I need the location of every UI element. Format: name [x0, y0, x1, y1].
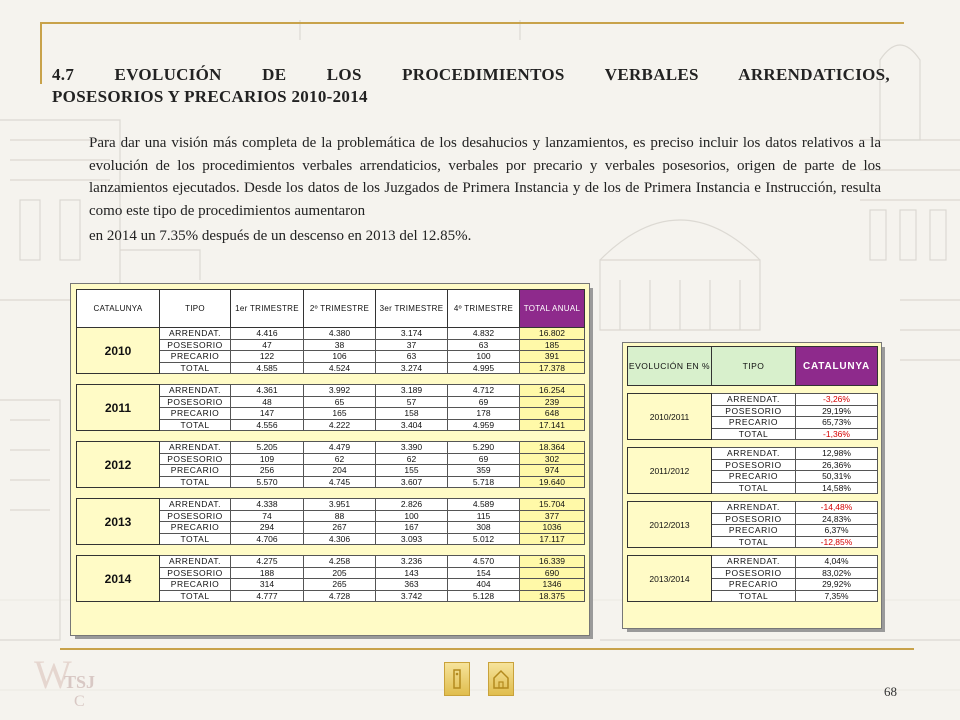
- section-heading: [52, 64, 890, 108]
- tipo-cell: POSESORIO: [160, 396, 231, 408]
- table-row: [77, 328, 585, 340]
- info-icon: [450, 668, 464, 690]
- q2-cell: 62: [304, 453, 376, 465]
- evolution-row: [628, 556, 878, 568]
- evolution-row: [628, 502, 878, 514]
- q4-cell: 5.290: [448, 442, 520, 454]
- header-total-anual: TOTAL ANUAL: [520, 290, 585, 328]
- tipo-cell: PRECARIO: [160, 465, 231, 477]
- q2-cell: 165: [304, 408, 376, 420]
- header-tipo: TIPO: [160, 290, 231, 328]
- header-evolucion: EVOLUCIÓN EN %: [628, 347, 712, 386]
- q3-cell: 3.404: [376, 419, 448, 431]
- frame-top-rule: [40, 22, 904, 24]
- q3-cell: 3.742: [376, 590, 448, 602]
- q4-cell: 69: [448, 396, 520, 408]
- q1-cell: 5.205: [231, 442, 304, 454]
- tipo-cell: TOTAL: [160, 533, 231, 545]
- evolution-tipo-cell: ARRENDAT.: [712, 556, 796, 568]
- total-anual-cell: 391: [520, 351, 585, 363]
- evolution-pct-cell: 4,04%: [796, 556, 878, 568]
- info-button[interactable]: [444, 662, 470, 696]
- year-label: 2010: [77, 328, 160, 374]
- table-row: [77, 499, 585, 511]
- paragraph-text: Para dar una visión más completa de la problemática de los desahucios y lanzamientos, es preciso incluir los datos relativos a la evolución de los procedimientos verbales arrendaticios, verbales por precario y verbales posesorios, origen de parte de los lanzamientos ejecutados. Desde los datos de los Juzgados de Primera Instancia y de los de Primera Instancia e Instrucción, resulta como este tipo de procedimientos aumentaron: [89, 135, 881, 219]
- total-anual-cell: 18.375: [520, 590, 585, 602]
- evolution-tipo-cell: PRECARIO: [712, 579, 796, 591]
- evolution-pct-cell: 65,73%: [796, 417, 878, 429]
- total-anual-cell: 974: [520, 465, 585, 477]
- evolution-tipo-cell: ARRENDAT.: [712, 448, 796, 460]
- period-label: 2010/2011: [628, 394, 712, 440]
- q4-cell: 115: [448, 510, 520, 522]
- evolution-pct-cell: 24,83%: [796, 513, 878, 525]
- q3-cell: 3.093: [376, 533, 448, 545]
- q4-cell: 4.589: [448, 499, 520, 511]
- evolution-pct-cell: -1,36%: [796, 428, 878, 440]
- q4-cell: 63: [448, 339, 520, 351]
- q2-cell: 265: [304, 579, 376, 591]
- q1-cell: 109: [231, 453, 304, 465]
- tipo-cell: PRECARIO: [160, 579, 231, 591]
- year-label: 2011: [77, 385, 160, 431]
- q3-cell: 2.826: [376, 499, 448, 511]
- q3-cell: 3.607: [376, 476, 448, 488]
- evolution-row: [628, 448, 878, 460]
- q3-cell: 57: [376, 396, 448, 408]
- table-header-row: [77, 290, 585, 328]
- q1-cell: 4.777: [231, 590, 304, 602]
- tsj-logo: [34, 650, 104, 710]
- q2-cell: 4.258: [304, 556, 376, 568]
- total-anual-cell: 16.802: [520, 328, 585, 340]
- q2-cell: 65: [304, 396, 376, 408]
- tipo-cell: ARRENDAT.: [160, 442, 231, 454]
- tipo-cell: ARRENDAT.: [160, 499, 231, 511]
- q2-cell: 4.306: [304, 533, 376, 545]
- q4-cell: 359: [448, 465, 520, 477]
- evolution-tipo-cell: POSESORIO: [712, 567, 796, 579]
- evolution-tipo-cell: TOTAL: [712, 590, 796, 602]
- evolution-pct-cell: 26,36%: [796, 459, 878, 471]
- q3-cell: 3.236: [376, 556, 448, 568]
- q3-cell: 100: [376, 510, 448, 522]
- table-row: [77, 556, 585, 568]
- heading-line-1: 4.7 EVOLUCIÓN DE LOS PROCEDIMIENTOS VERBALES ARRENDATICIOS,: [52, 65, 890, 84]
- q1-cell: 314: [231, 579, 304, 591]
- period-label: 2013/2014: [628, 556, 712, 602]
- tipo-cell: POSESORIO: [160, 510, 231, 522]
- tipo-cell: POSESORIO: [160, 453, 231, 465]
- q2-cell: 3.951: [304, 499, 376, 511]
- q4-cell: 4.570: [448, 556, 520, 568]
- evolution-pct-cell: -14,48%: [796, 502, 878, 514]
- frame-left-rule: [40, 22, 42, 84]
- q1-cell: 74: [231, 510, 304, 522]
- q3-cell: 3.274: [376, 362, 448, 374]
- evolution-tipo-cell: POSESORIO: [712, 459, 796, 471]
- q1-cell: 188: [231, 567, 304, 579]
- q2-cell: 88: [304, 510, 376, 522]
- q4-cell: 154: [448, 567, 520, 579]
- tipo-cell: PRECARIO: [160, 522, 231, 534]
- home-icon: [492, 668, 510, 690]
- evolution-pct-cell: 6,37%: [796, 525, 878, 537]
- evolution-percentage-table: [627, 346, 878, 602]
- q4-cell: 5.012: [448, 533, 520, 545]
- q2-cell: 205: [304, 567, 376, 579]
- total-anual-cell: 17.378: [520, 362, 585, 374]
- q1-cell: 4.338: [231, 499, 304, 511]
- q2-cell: 4.222: [304, 419, 376, 431]
- quarterly-table-body: [77, 328, 585, 602]
- heading-line-2: POSESORIOS Y PRECARIOS 2010-2014: [52, 87, 368, 106]
- q4-cell: 4.959: [448, 419, 520, 431]
- q4-cell: 100: [448, 351, 520, 363]
- q1-cell: 256: [231, 465, 304, 477]
- q1-cell: 147: [231, 408, 304, 420]
- q2-cell: 204: [304, 465, 376, 477]
- evolution-pct-cell: 12,98%: [796, 448, 878, 460]
- q1-cell: 4.275: [231, 556, 304, 568]
- total-anual-cell: 16.339: [520, 556, 585, 568]
- total-anual-cell: 1036: [520, 522, 585, 534]
- total-anual-cell: 15.704: [520, 499, 585, 511]
- evolution-table-panel: [622, 342, 882, 629]
- tipo-cell: ARRENDAT.: [160, 385, 231, 397]
- frame-bottom-rule: [60, 648, 914, 650]
- q3-cell: 3.174: [376, 328, 448, 340]
- header-side-tipo: TIPO: [712, 347, 796, 386]
- q4-cell: 69: [448, 453, 520, 465]
- tipo-cell: PRECARIO: [160, 351, 231, 363]
- tipo-cell: PRECARIO: [160, 408, 231, 420]
- tipo-cell: POSESORIO: [160, 339, 231, 351]
- q1-cell: 48: [231, 396, 304, 408]
- period-label: 2012/2013: [628, 502, 712, 548]
- q1-cell: 4.585: [231, 362, 304, 374]
- total-anual-cell: 1346: [520, 579, 585, 591]
- header-q4: 4º TRIMESTRE: [448, 290, 520, 328]
- q2-cell: 38: [304, 339, 376, 351]
- q3-cell: 63: [376, 351, 448, 363]
- q4-cell: 404: [448, 579, 520, 591]
- tipo-cell: TOTAL: [160, 419, 231, 431]
- total-anual-cell: 377: [520, 510, 585, 522]
- year-label: 2014: [77, 556, 160, 602]
- total-anual-cell: 690: [520, 567, 585, 579]
- evolution-tipo-cell: POSESORIO: [712, 513, 796, 525]
- q4-cell: 4.995: [448, 362, 520, 374]
- header-catalunya: CATALUNYA: [77, 290, 160, 328]
- q3-cell: 3.390: [376, 442, 448, 454]
- q1-cell: 4.706: [231, 533, 304, 545]
- evolution-tipo-cell: ARRENDAT.: [712, 502, 796, 514]
- quarterly-table-panel: [70, 283, 590, 636]
- evolution-tipo-cell: POSESORIO: [712, 405, 796, 417]
- total-anual-cell: 19.640: [520, 476, 585, 488]
- total-anual-cell: 302: [520, 453, 585, 465]
- svg-text:C: C: [74, 693, 85, 710]
- q1-cell: 4.556: [231, 419, 304, 431]
- total-anual-cell: 17.141: [520, 419, 585, 431]
- q1-cell: 5.570: [231, 476, 304, 488]
- q4-cell: 308: [448, 522, 520, 534]
- period-label: 2011/2012: [628, 448, 712, 494]
- evolution-tipo-cell: PRECARIO: [712, 525, 796, 537]
- evolution-pct-cell: 29,19%: [796, 405, 878, 417]
- q4-cell: 4.712: [448, 385, 520, 397]
- table-row: [77, 442, 585, 454]
- evolution-tipo-cell: TOTAL: [712, 536, 796, 548]
- q1-cell: 122: [231, 351, 304, 363]
- header-q1: 1er TRIMESTRE: [231, 290, 304, 328]
- evolution-tipo-cell: PRECARIO: [712, 471, 796, 483]
- q3-cell: 37: [376, 339, 448, 351]
- q1-cell: 294: [231, 522, 304, 534]
- q1-cell: 4.416: [231, 328, 304, 340]
- page-number: 68: [884, 684, 897, 699]
- q1-cell: 4.361: [231, 385, 304, 397]
- year-label: 2012: [77, 442, 160, 488]
- q2-cell: 4.380: [304, 328, 376, 340]
- total-anual-cell: 16.254: [520, 385, 585, 397]
- header-q3: 3er TRIMESTRE: [376, 290, 448, 328]
- svg-text:TSJ: TSJ: [64, 672, 96, 692]
- tipo-cell: TOTAL: [160, 476, 231, 488]
- evolution-pct-cell: 29,92%: [796, 579, 878, 591]
- evolution-pct-cell: -3,26%: [796, 394, 878, 406]
- q3-cell: 62: [376, 453, 448, 465]
- evolution-pct-cell: 7,35%: [796, 590, 878, 602]
- evolution-tipo-cell: TOTAL: [712, 428, 796, 440]
- q2-cell: 267: [304, 522, 376, 534]
- evolution-tipo-cell: PRECARIO: [712, 417, 796, 429]
- svg-text:W: W: [34, 652, 72, 697]
- tipo-cell: POSESORIO: [160, 567, 231, 579]
- evolution-row: [628, 394, 878, 406]
- q3-cell: 155: [376, 465, 448, 477]
- evolution-pct-cell: 14,58%: [796, 482, 878, 494]
- tipo-cell: ARRENDAT.: [160, 328, 231, 340]
- total-anual-cell: 18.364: [520, 442, 585, 454]
- total-anual-cell: 185: [520, 339, 585, 351]
- q2-cell: 3.992: [304, 385, 376, 397]
- total-anual-cell: 17.117: [520, 533, 585, 545]
- evolution-tipo-cell: TOTAL: [712, 482, 796, 494]
- q4-cell: 4.832: [448, 328, 520, 340]
- tipo-cell: TOTAL: [160, 362, 231, 374]
- home-button[interactable]: [488, 662, 514, 696]
- q3-cell: 143: [376, 567, 448, 579]
- table-row: [77, 385, 585, 397]
- tipo-cell: TOTAL: [160, 590, 231, 602]
- evolution-pct-cell: -12,85%: [796, 536, 878, 548]
- total-anual-cell: 239: [520, 396, 585, 408]
- intro-paragraph: [89, 132, 881, 248]
- total-anual-cell: 648: [520, 408, 585, 420]
- q4-cell: 5.718: [448, 476, 520, 488]
- quarterly-procedures-table: [76, 289, 585, 602]
- q2-cell: 4.745: [304, 476, 376, 488]
- q3-cell: 158: [376, 408, 448, 420]
- evolution-tipo-cell: ARRENDAT.: [712, 394, 796, 406]
- header-q2: 2º TRIMESTRE: [304, 290, 376, 328]
- q2-cell: 106: [304, 351, 376, 363]
- side-header-row: [628, 347, 878, 386]
- q4-cell: 178: [448, 408, 520, 420]
- q3-cell: 363: [376, 579, 448, 591]
- paragraph-last-line: en 2014 un 7.35% después de un descenso en 2013 del 12.85%.: [89, 228, 472, 244]
- q2-cell: 4.524: [304, 362, 376, 374]
- q2-cell: 4.479: [304, 442, 376, 454]
- q4-cell: 5.128: [448, 590, 520, 602]
- evolution-pct-cell: 83,02%: [796, 567, 878, 579]
- header-side-catalunya: CATALUNYA: [796, 347, 878, 386]
- evolution-table-body: [628, 386, 878, 602]
- q3-cell: 3.189: [376, 385, 448, 397]
- year-label: 2013: [77, 499, 160, 545]
- q3-cell: 167: [376, 522, 448, 534]
- tipo-cell: ARRENDAT.: [160, 556, 231, 568]
- q1-cell: 47: [231, 339, 304, 351]
- evolution-pct-cell: 50,31%: [796, 471, 878, 483]
- q2-cell: 4.728: [304, 590, 376, 602]
